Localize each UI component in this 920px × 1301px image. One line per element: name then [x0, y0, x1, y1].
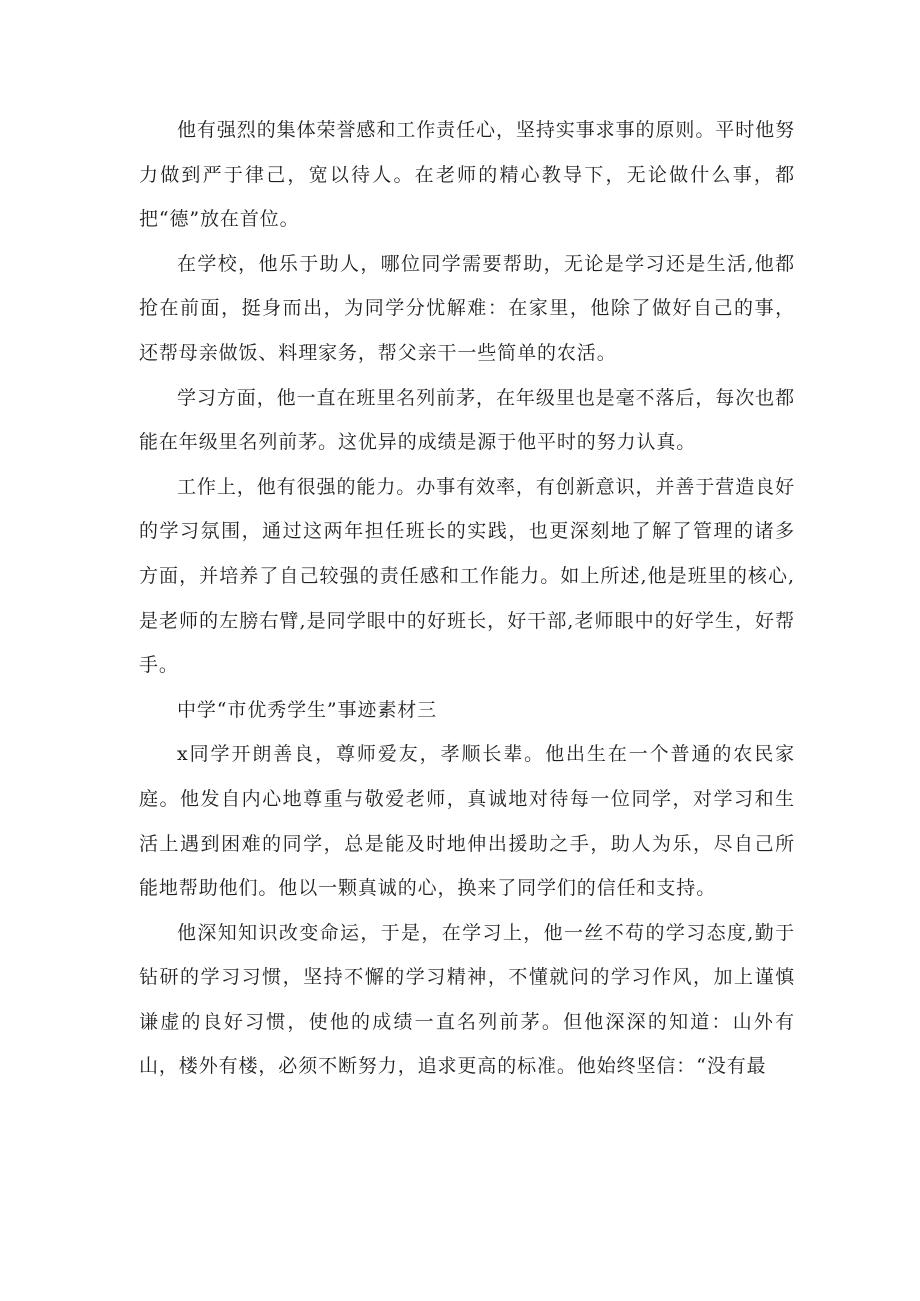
paragraph-character: x同学开朗善良，尊师爱友，孝顺长辈。他出生在一个普通的农民家庭。他发自内心地尊重与敬爱老师，真诚地对待每一位同学，对学习和生活上遇到困难的同学，总是能及时地伸出援助之手，助人为乐，尽自己所能地帮助他们。他以一颗真诚的心，换来了同学们的信任和支持。	[139, 743, 795, 900]
paragraph-helpful: 在学校，他乐于助人，哪位同学需要帮助，无论是学习还是生活,他都抢在前面，挺身而出，为同学分忧解难：在家里，他除了做好自己的事，还帮母亲做饭、料理家务，帮父亲干一些简单的农活。	[139, 252, 795, 364]
paragraph-study: 学习方面，他一直在班里名列前茅，在年级里也是毫不落后，每次也都能在年级里名列前茅。这优异的成绩是源于他平时的努力认真。	[139, 386, 795, 454]
paragraph-collective-honor: 他有强烈的集体荣誉感和工作责任心，坚持实事求事的原则。平时他努力做到严于律己，宽以待人。在老师的精心教导下，无论做什么事，都把“德”放在首位。	[139, 119, 795, 231]
document-body	[139, 108, 795, 1089]
paragraph-work: 工作上，他有很强的能力。办事有效率，有创新意识，并善于营造良好的学习氛围，通过这两年担任班长的实践，也更深刻地了解了管理的诸多方面，并培养了自己较强的责任感和工作能力。如上所述,他是班里的核心,是老师的左膀右臂,是同学眼中的好班长，好干部,老师眼中的好学生，好帮手。	[139, 475, 795, 677]
paragraph-knowledge: 他深知知识改变命运，于是，在学习上，他一丝不苟的学习态度,勤于钻研的学习习惯，坚持不懈的学习精神，不懂就问的学习作风，加上谨慎谦虚的良好习惯，使他的成绩一直名列前茅。但他深深的知道：山外有山，楼外有楼，必须不断努力，追求更高的标准。他始终坚信：“没有最	[139, 921, 795, 1078]
section-heading: 中学“市优秀学生”事迹素材三	[177, 698, 438, 721]
